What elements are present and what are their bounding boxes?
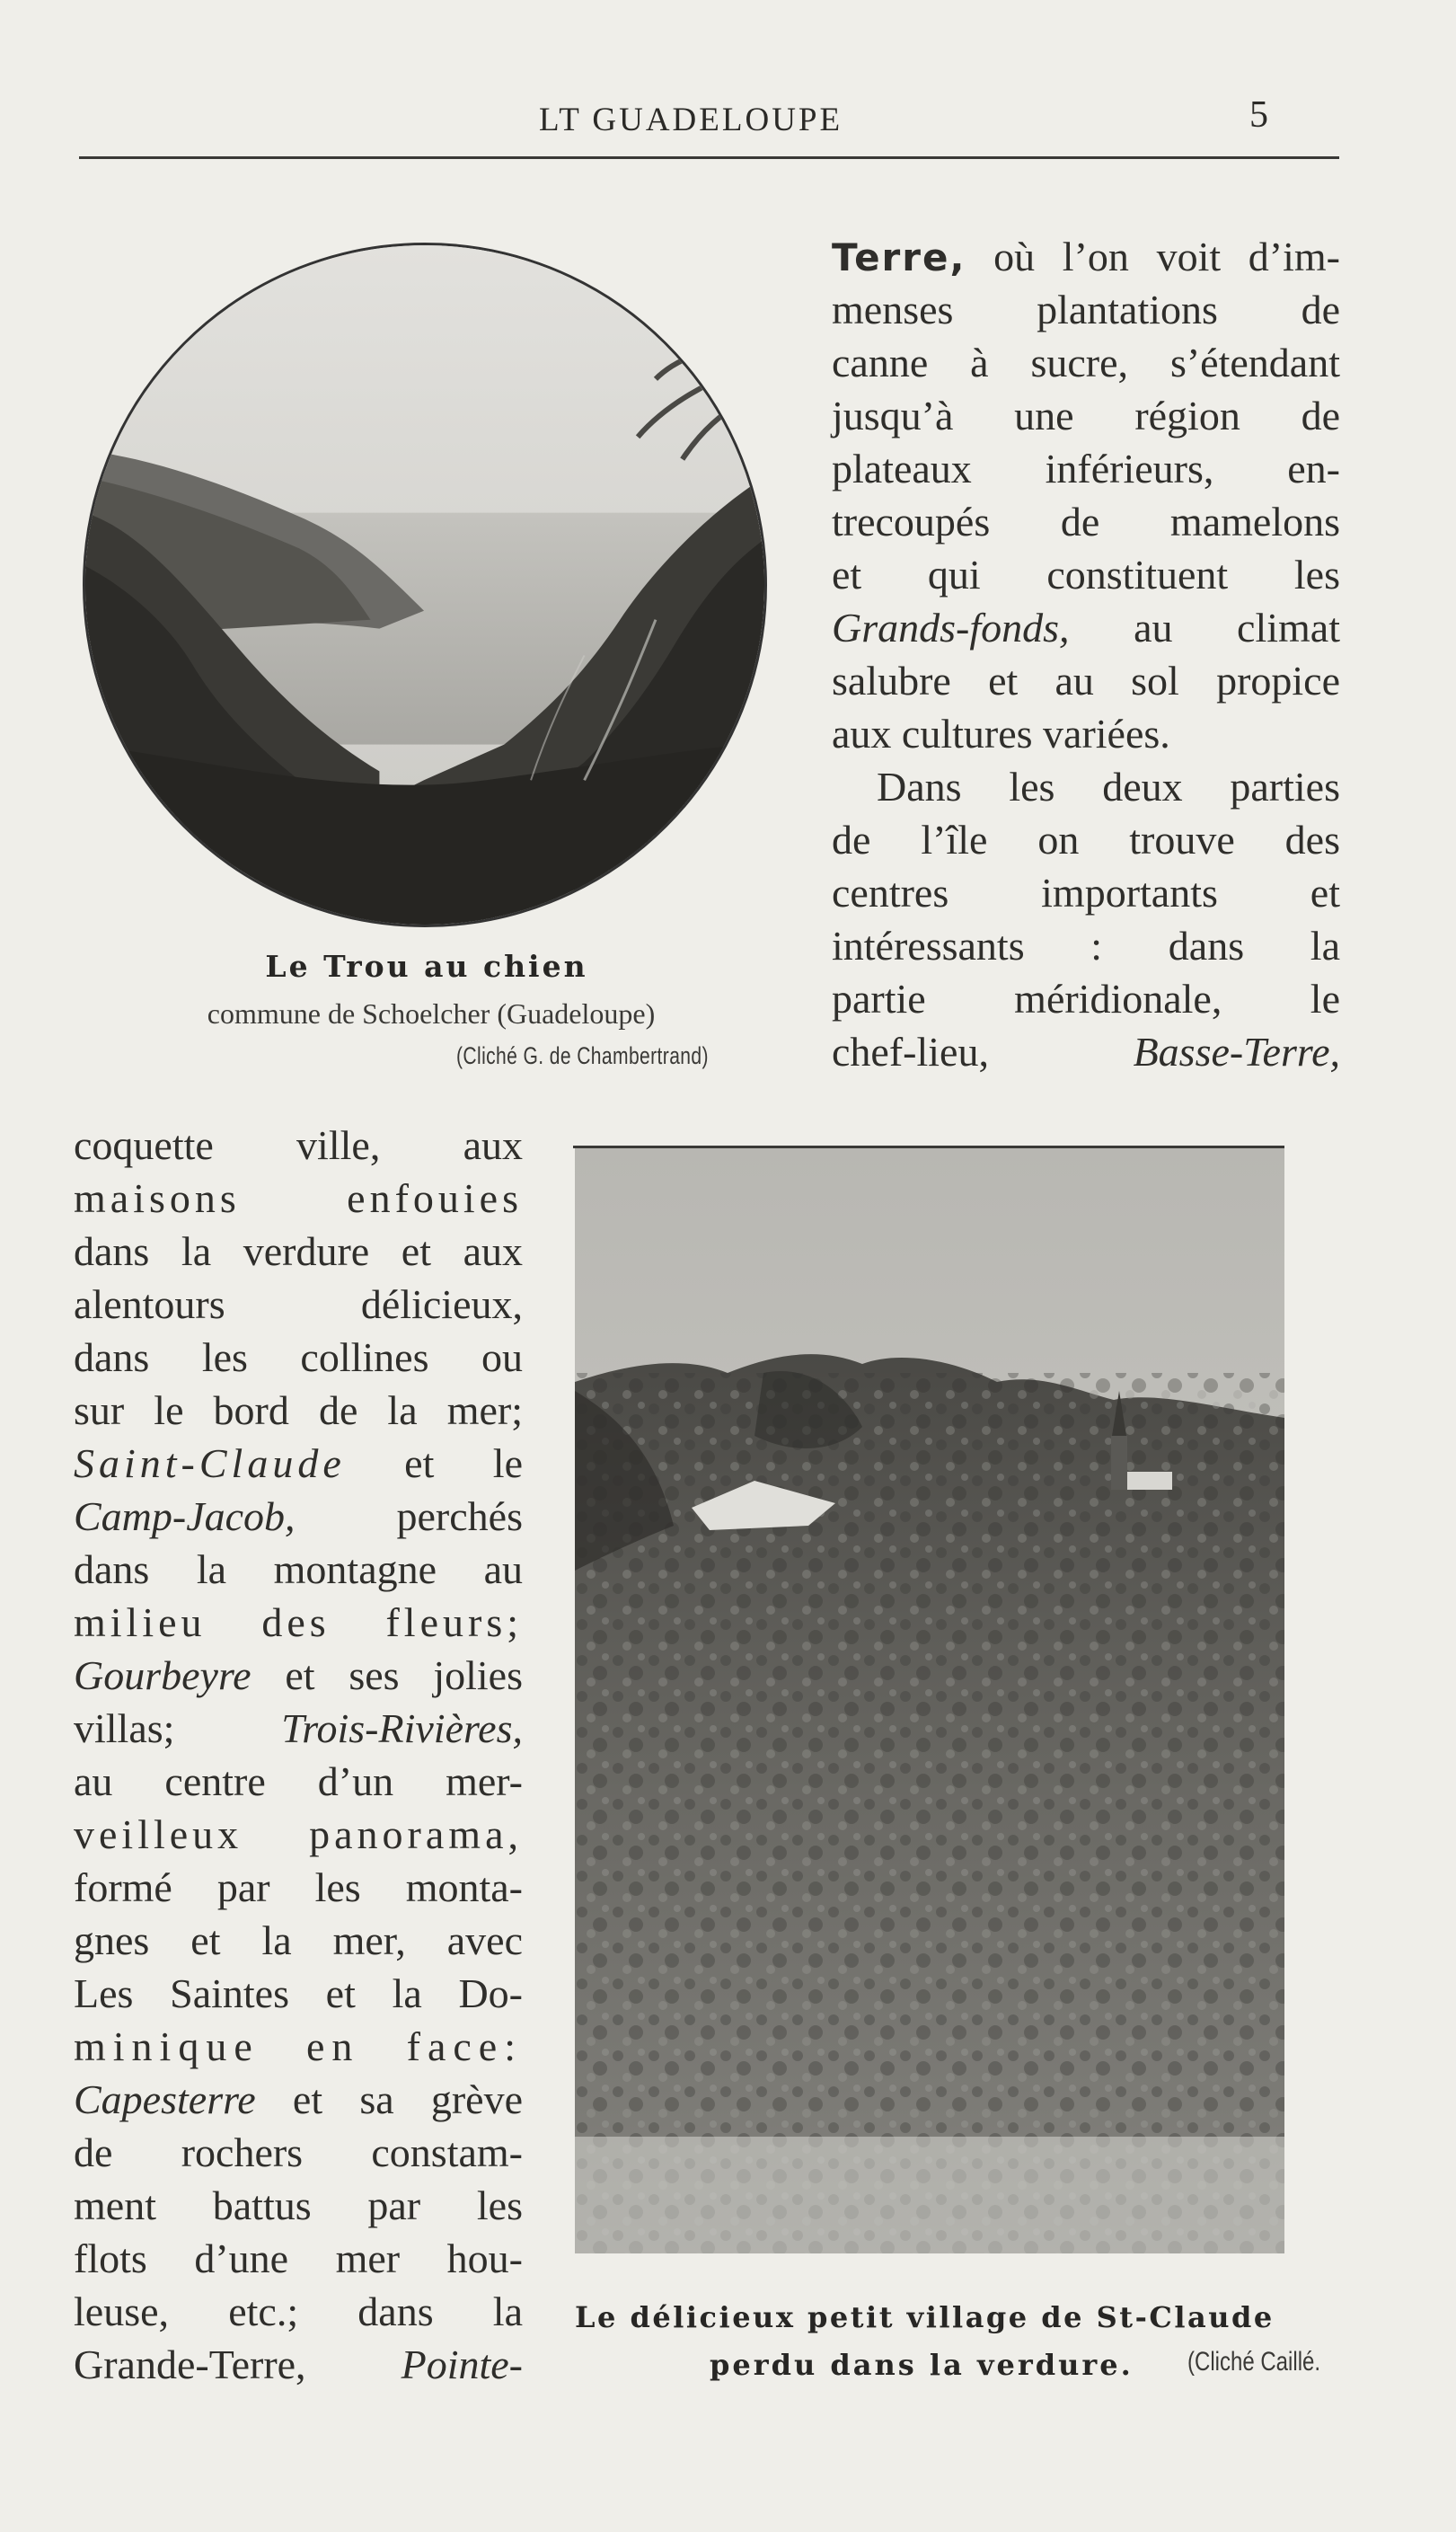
text-line: formé par les monta- xyxy=(74,1864,523,1910)
text-line xyxy=(832,230,1340,283)
page-number: 5 xyxy=(1249,94,1268,136)
text-line: maisons enfouies xyxy=(74,1175,523,1221)
text-fragment: perchés xyxy=(295,1493,523,1539)
text-fragment: Grande-Terre, xyxy=(74,2342,402,2387)
figure-1-title: Le Trou au chien xyxy=(265,949,588,984)
text-line: Les Saintes et la Do- xyxy=(74,1970,523,2016)
photo-trou-au-chien xyxy=(83,243,767,927)
text-fragment: et le xyxy=(345,1440,523,1486)
running-header: LT GUADELOUPE xyxy=(539,102,843,138)
text-line: intéressants : dans la xyxy=(832,923,1340,969)
text-line: veilleux panorama, xyxy=(74,1811,523,1857)
text-line xyxy=(74,1437,523,1490)
text-line xyxy=(832,601,1340,654)
text-line: dans la verdure et aux xyxy=(74,1228,523,1274)
text-line: leuse, etc.; dans la xyxy=(74,2289,523,2334)
text-column-right xyxy=(832,230,1340,1078)
text-line: aux cultures variées. xyxy=(832,711,1170,757)
italic-place-name: Camp-Jacob, xyxy=(74,1493,296,1539)
text-line: dans les collines ou xyxy=(74,1334,523,1380)
text-line: au centre d’un mer- xyxy=(74,1758,523,1804)
text-line: jusqu’à une région de xyxy=(832,393,1340,438)
italic-place-name: Gourbeyre xyxy=(74,1652,251,1698)
figure-1-credit: (Cliché G. de Chambertrand) xyxy=(456,1042,709,1069)
figure-1-subtitle: commune de Schoelcher (Guadeloupe) xyxy=(207,997,656,1030)
text-line: menses plantations de xyxy=(832,287,1340,332)
text-line xyxy=(74,2073,523,2126)
text-line: de l’île on trouve des xyxy=(832,817,1340,863)
text-fragment: où l’on voit d’im- xyxy=(966,234,1340,279)
figure-2-caption-line2: perdu dans la verdure. xyxy=(710,2348,1134,2382)
text-line: plateaux inférieurs, en- xyxy=(832,446,1340,491)
text-line: alentours délicieux, xyxy=(74,1281,523,1327)
text-fragment: au climat xyxy=(1069,605,1340,651)
italic-place-name: Capesterre xyxy=(74,2076,256,2122)
text-line: de rochers constam- xyxy=(74,2129,523,2175)
figure-2-credit: (Cliché Caillé. xyxy=(1187,2347,1321,2377)
text-line: centres importants et xyxy=(832,870,1340,916)
text-fragment: chef-lieu, xyxy=(832,1029,1134,1075)
text-line xyxy=(74,1490,523,1543)
figure-2-caption-line1: Le délicieux petit village de St-Claude xyxy=(575,2300,1275,2334)
text-line xyxy=(74,2338,523,2391)
text-fragment: et sa grève xyxy=(255,2076,523,2122)
header-rule xyxy=(79,156,1339,159)
text-line xyxy=(832,1025,1340,1078)
text-line: Dans les deux parties xyxy=(877,764,1340,810)
text-fragment: et ses jolies xyxy=(251,1652,523,1698)
photo-village-st-claude xyxy=(575,1148,1284,2253)
text-line: gnes et la mer, avec xyxy=(74,1917,523,1963)
text-line xyxy=(74,1649,523,1702)
text-line: ment battus par les xyxy=(74,2182,523,2228)
italic-place-name: Trois-Rivières, xyxy=(281,1705,523,1751)
text-line: minique en face: xyxy=(74,2023,523,2069)
italic-place-name: Pointe- xyxy=(401,2342,523,2387)
bold-word: Terre, xyxy=(832,235,966,279)
italic-place-name: Basse-Terre, xyxy=(1133,1029,1340,1075)
italic-place-name: Grands-fonds, xyxy=(832,605,1070,651)
text-line: milieu des fleurs; xyxy=(74,1599,523,1645)
text-column-left xyxy=(74,1119,523,2391)
text-line: sur le bord de la mer; xyxy=(74,1387,523,1433)
text-line xyxy=(74,1702,523,1755)
text-line: partie méridionale, le xyxy=(832,976,1340,1022)
text-line: canne à sucre, s’étendant xyxy=(832,340,1340,385)
text-line: trecoupés de mamelons xyxy=(832,499,1340,544)
italic-place-name: Saint-Claude xyxy=(74,1440,346,1486)
text-line: et qui constituent les xyxy=(832,552,1340,598)
text-line: coquette ville, aux xyxy=(74,1122,523,1168)
text-line: salubre et au sol propice xyxy=(832,658,1340,704)
text-fragment: villas; xyxy=(74,1705,282,1751)
text-line: flots d’une mer hou- xyxy=(74,2235,523,2281)
text-line: dans la montagne au xyxy=(74,1546,523,1592)
